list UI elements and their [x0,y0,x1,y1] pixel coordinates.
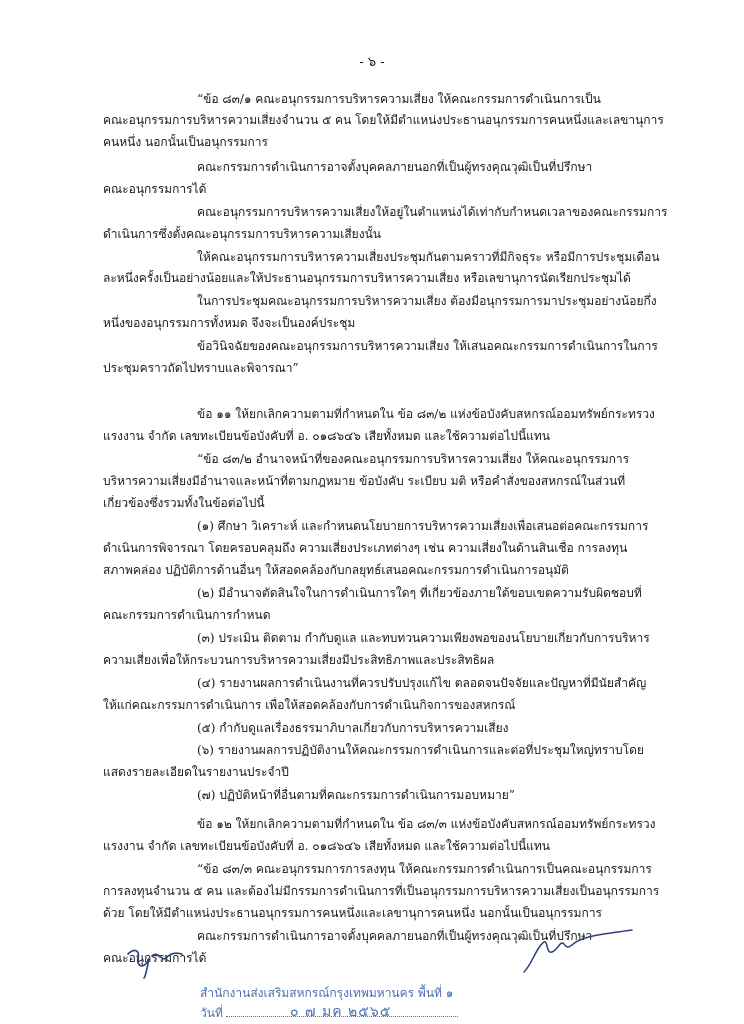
text-line: สภาพคล่อง ปฏิบัติการด้านอื่นๆ ให้สอดคล้องกับกลยุทธ์เสนอคณะกรรมการดำเนินการอนุมัติ [103,563,569,577]
text-line: คณะกรรมการดำเนินการอาจตั้งบุคคลภายนอกที่เป็นผู้ทรงคุณวุฒิเป็นที่ปรึกษา [197,929,593,943]
text-line: ด้วย โดยให้มีตำแหน่งประธานอนุกรรมการคนหนึ่งและเลขานุการคนหนึ่ง นอกนั้นเป็นอนุกรรมการ [103,906,602,920]
text-line: ประชุมคราวถัดไปทราบและพิจารณา” [103,361,299,375]
text-line: (๓) ประเมิน ติดตาม กำกับดูแล และทบทวนความเพียงพอของนโยบายเกี่ยวกับการบริหาร [197,631,650,645]
stamp-date-underline [226,1016,458,1017]
text-line: ข้อวินิจฉัยของคณะอนุกรรมการบริหารความเสี่ยง ให้เสนอคณะกรรมการดำเนินการในการ [197,339,658,353]
text-line: ข้อ ๑๒ ให้ยกเลิกความตามที่กำหนดใน ข้อ ๘๓/๓ แห่งข้อบังคับสหกรณ์ออมทรัพย์กระทรวง [197,817,656,831]
text-line: (๔) รายงานผลการดำเนินงานที่ควรปรับปรุงแก้ไข ตลอดจนปัจจัยและปัญหาที่มีนัยสำคัญ [197,676,647,690]
stamp-date-value: ๐ ๗ มค ๒๕๖๕ [290,1004,392,1020]
text-line: คณะกรรมการดำเนินการกำหนด [103,608,271,622]
signature-right-icon [520,928,640,978]
stamp-date-label: วันที่ [200,1006,223,1020]
text-line: (๖) รายงานผลการปฏิบัติงานให้คณะกรรมการดำเนินการและต่อที่ประชุมใหญ่ทราบโดย [197,743,644,757]
text-line: คณะอนุกรรมการได้ [103,951,207,965]
text-line: แรงงาน จำกัด เลขทะเบียนข้อบังคับที่ อ. ๐๑๘๖๔๖ เสียทั้งหมด และใช้ความต่อไปนี้แทน [103,839,550,853]
text-line: “ข้อ ๘๓/๑ คณะอนุกรรมการบริหารความเสี่ยง ให้คณะกรรมการดำเนินการเป็น [197,92,601,106]
text-line: คณะอนุกรรมการได้ [103,182,207,196]
text-line: บริหารความเสี่ยงมีอำนาจและหน้าที่ตามกฎหมาย ข้อบังคับ ระเบียบ มติ หรือคำสั่งของสหกรณ์ในส่วนที่ [103,474,626,488]
text-line: การลงทุนจำนวน ๕ คน และต้องไม่มีกรรมการดำเนินการที่เป็นอนุกรรมการบริหารความเสี่ยงเป็นอนุกรรมการ [103,884,660,898]
text-line: (๑) ศึกษา วิเคราะห์ และกำหนดนโยบายการบริหารความเสี่ยงเพื่อเสนอต่อคณะกรรมการ [197,519,649,533]
signature-left-icon [122,940,192,980]
text-line: คนหนึ่ง นอกนั้นเป็นอนุกรรมการ [103,135,268,149]
text-line: (๕) กำกับดูแลเรื่องธรรมาภิบาลเกี่ยวกับการบริหารความเสี่ยง [197,721,509,735]
text-line: (๒) มีอำนาจตัดสินใจในการดำเนินการใดๆ ที่เกี่ยวข้องภายใต้ขอบเขตความรับผิดชอบที่ [197,586,642,600]
text-line: คณะกรรมการดำเนินการอาจตั้งบุคคลภายนอกที่เป็นผู้ทรงคุณวุฒิเป็นที่ปรึกษา [197,160,593,174]
text-line: ความเสี่ยงเพื่อให้กระบวนการบริหารความเสี่ยงมีประสิทธิภาพและประสิทธิผล [103,653,495,667]
text-line: ให้คณะอนุกรรมการบริหารความเสี่ยงประชุมกันตามคราวที่มีกิจธุระ หรือมีการประชุมเดือน [197,250,660,264]
page-number: - ๖ - [359,55,385,70]
stamp-office: สำนักงานส่งเสริมสหกรณ์กรุงเทพมหานคร พื้นที่ ๑ [200,986,454,1000]
text-line: หนึ่งของอนุกรรมการทั้งหมด จึงจะเป็นองค์ประชุม [103,316,356,330]
text-line: คณะอนุกรรมการบริหารความเสี่ยงจำนวน ๕ คน โดยให้มีตำแหน่งประธานอนุกรรมการคนหนึ่งและเลขานุการ [103,113,664,127]
text-line: ข้อ ๑๑ ให้ยกเลิกความตามที่กำหนดใน ข้อ ๘๓/๒ แห่งข้อบังคับสหกรณ์ออมทรัพย์กระทรวง [197,407,655,421]
text-line: เกี่ยวข้องซึ่งรวมทั้งในข้อต่อไปนี้ [103,496,265,510]
text-line: ในการประชุมคณะอนุกรรมการบริหารความเสี่ยง ต้องมีอนุกรรมการมาประชุมอย่างน้อยกึ่ง [197,294,657,308]
text-line: แรงงาน จำกัด เลขทะเบียนข้อบังคับที่ อ. ๐๑๘๖๔๖ เสียทั้งหมด และใช้ความต่อไปนี้แทน [103,429,550,443]
text-line: ให้แก่คณะกรรมการดำเนินการ เพื่อให้สอดคล้องกับการดำเนินกิจการของสหกรณ์ [103,698,516,712]
text-line: ดำเนินการพิจารณา โดยครอบคลุมถึง ความเสี่ยงประเภทต่างๆ เช่น ความเสี่ยงในด้านสินเชื่อ การลงทุน [103,541,628,555]
text-line: “ข้อ ๘๓/๓ คณะอนุกรรมการการลงทุน ให้คณะกรรมการดำเนินการเป็นคณะอนุกรรมการ [197,862,652,876]
text-line: แสดงรายละเอียดในรายงานประจำปี [103,765,289,779]
text-line: ดำเนินการซึ่งตั้งคณะอนุกรรมการบริหารความเสี่ยงนั้น [103,227,381,241]
text-line: ละหนึ่งครั้งเป็นอย่างน้อยและให้ประธานอนุกรรมการบริหารความเสี่ยง หรือเลขานุการนัดเรียกประชุมได้ [103,271,631,285]
text-line: (๗) ปฏิบัติหน้าที่อื่นตามที่คณะกรรมการดำเนินการมอบหมาย” [197,788,515,802]
text-line: คณะอนุกรรมการบริหารความเสี่ยงให้อยู่ในตำแหน่งได้เท่ากับกำหนดเวลาของคณะกรรมการ [197,205,668,219]
text-line: “ข้อ ๘๓/๒ อำนาจหน้าที่ของคณะอนุกรรมการบริหารความเสี่ยง ให้คณะอนุกรรมการ [197,452,630,466]
